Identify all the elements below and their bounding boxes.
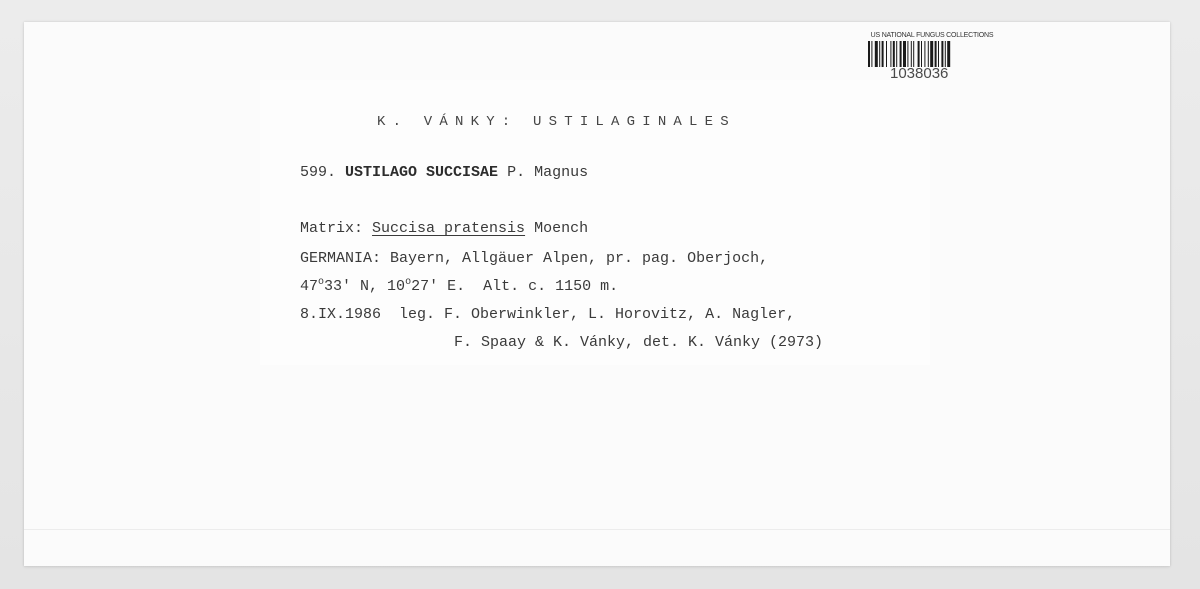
- envelope-flap-line: [24, 529, 1170, 530]
- coordinates-line: [300, 278, 618, 295]
- degree-sign: o: [405, 277, 412, 288]
- collectors-line-1: 8.IX.1986 leg. F. Oberwinkler, L. Horovitz, A. Nagler,: [300, 306, 796, 323]
- collectors-line-2: F. Spaay & K. Vánky, det. K. Vánky (2973): [454, 334, 824, 351]
- entry-line: [300, 164, 588, 181]
- longitude-rest: 27' E. Alt. c. 1150 m.: [411, 278, 619, 295]
- degree-sign: o: [318, 277, 325, 288]
- barcode-caption: US NATIONAL FUNGUS COLLECTIONS: [870, 32, 994, 39]
- locality-line: GERMANIA: Bayern, Allgäuer Alpen, pr. pag. Oberjoch,: [300, 250, 769, 267]
- barcode-sticker: [862, 32, 1002, 82]
- entry-number: 599.: [300, 164, 337, 181]
- matrix-line: [300, 220, 588, 237]
- label-header: K. VÁNKY: USTILAGINALES: [377, 114, 736, 130]
- taxon-author: P. Magnus: [507, 164, 589, 181]
- host-name: Succisa pratensis: [372, 220, 526, 237]
- host-author: Moench: [534, 220, 589, 237]
- barcode-icon: [866, 41, 998, 67]
- matrix-prefix: Matrix:: [300, 220, 364, 237]
- taxon-name: USTILAGO SUCCISAE: [345, 164, 499, 181]
- latitude-degrees: 47: [300, 278, 319, 295]
- latitude-rest: 33' N,: [324, 278, 388, 295]
- barcode-number: 1038036: [890, 65, 949, 82]
- longitude-degrees: 10: [387, 278, 406, 295]
